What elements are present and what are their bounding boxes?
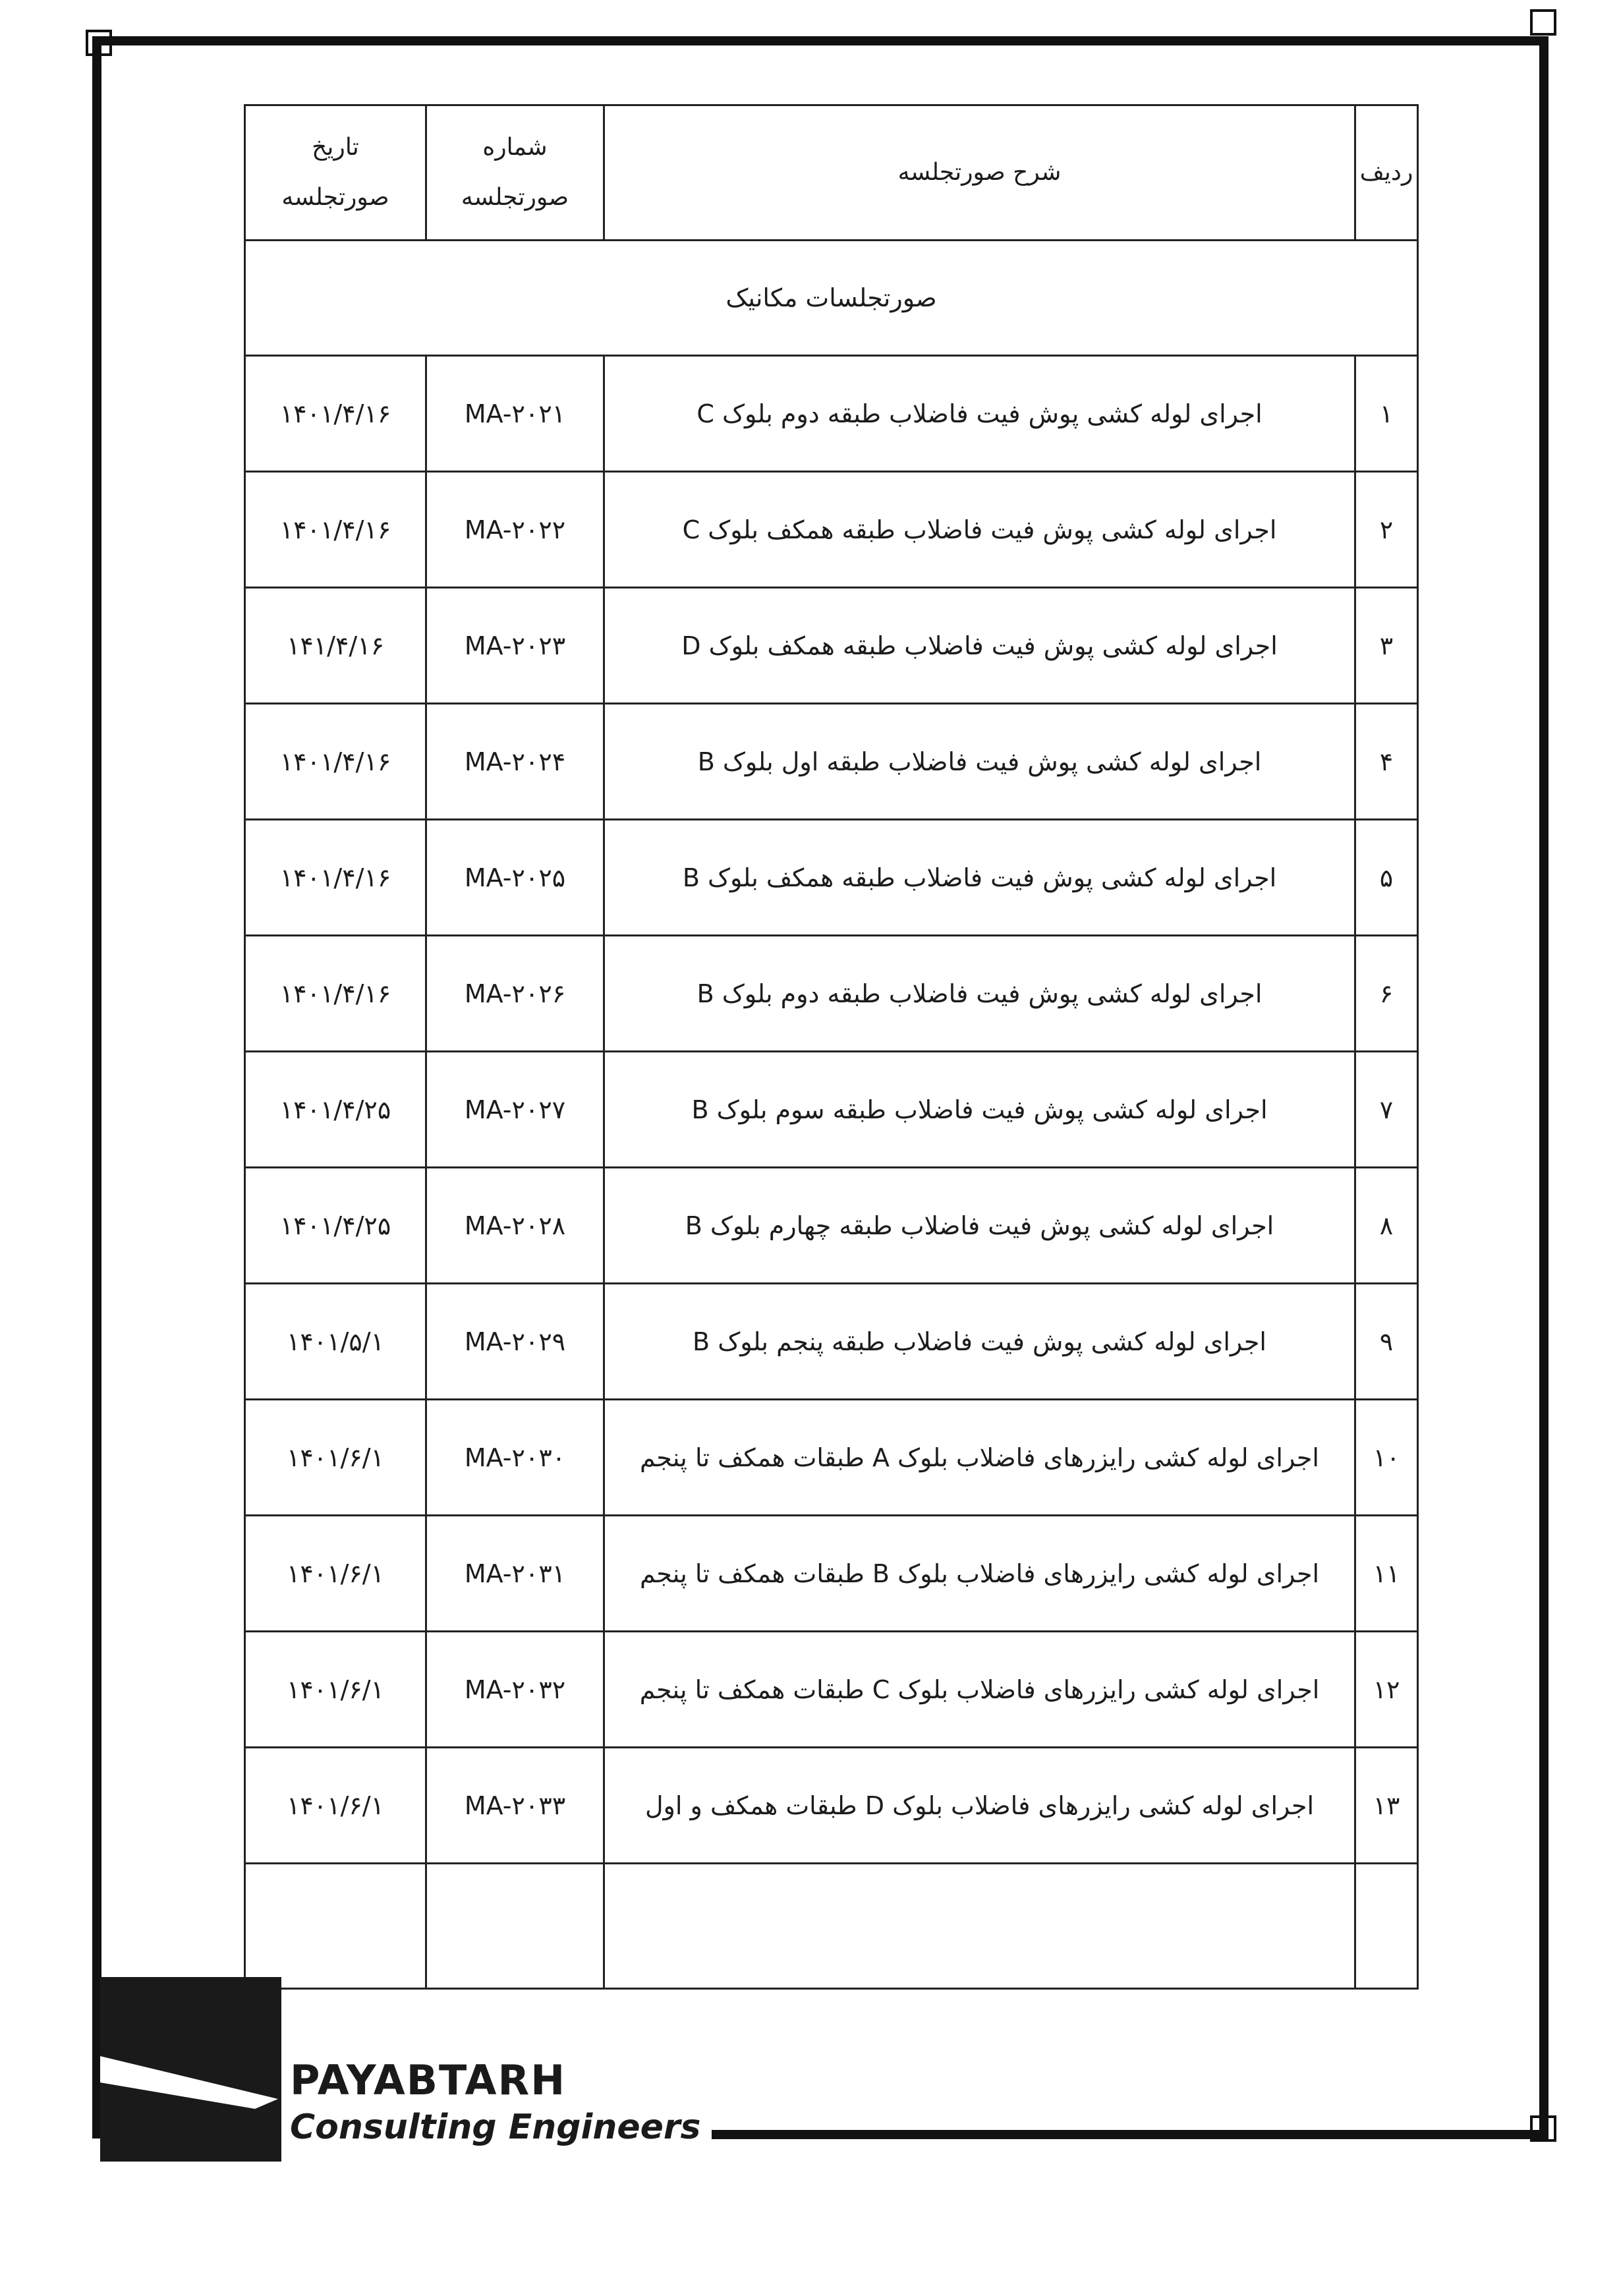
minutes-date-cell: ۱۴۰۱/۴/۲۵ [245, 1168, 426, 1284]
header-description: شرح صورتجلسه [604, 105, 1355, 241]
corner-mark-top-right [1530, 9, 1556, 36]
table-row [245, 1748, 1418, 1864]
minutes-table [244, 104, 1419, 1990]
row-number-cell: ۸ [1355, 1168, 1418, 1284]
row-number-cell: ۵ [1355, 820, 1418, 936]
header-minutes-number-line1: شماره [482, 134, 548, 161]
payabtarh-logo-icon [100, 1977, 281, 2162]
row-number-cell: ۲ [1355, 472, 1418, 588]
minutes-date-cell: ۱۴۱/۴/۱۶ [245, 588, 426, 704]
minutes-date-cell: ۱۴۰۱/۵/۱ [245, 1284, 426, 1400]
description-cell: اجرای لوله کشی رایزرهای فاضلاب بلوک A طبقات همکف تا پنجم [604, 1400, 1355, 1516]
minutes-number-cell: MA-۲۰۳۱ [426, 1516, 604, 1632]
minutes-date-cell: ۱۴۰۱/۴/۲۵ [245, 1052, 426, 1168]
minutes-number-cell: MA-۲۰۲۳ [426, 588, 604, 704]
description-cell: اجرای لوله کشی پوش فیت فاضلاب طبقه پنجم بلوک B [604, 1284, 1355, 1400]
minutes-number-cell: MA-۲۰۳۳ [426, 1748, 604, 1864]
minutes-number-cell: MA-۲۰۳۲ [426, 1632, 604, 1748]
description-cell: اجرای لوله کشی پوش فیت فاضلاب طبقه چهارم بلوک B [604, 1168, 1355, 1284]
table-row [245, 472, 1418, 588]
header-minutes-date-line2: صورتجلسه [281, 184, 389, 211]
table-row [245, 1400, 1418, 1516]
minutes-number-cell: MA-۲۰۲۲ [426, 472, 604, 588]
empty-cell [1355, 1864, 1418, 1989]
header-minutes-date-line1: تاریخ [312, 134, 359, 161]
row-number-cell: ۶ [1355, 936, 1418, 1052]
table-row [245, 704, 1418, 820]
minutes-date-cell: ۱۴۰۱/۴/۱۶ [245, 704, 426, 820]
minutes-date-cell: ۱۴۰۱/۶/۱ [245, 1516, 426, 1632]
corner-mark-top-left [86, 30, 112, 56]
brand-subtitle: Consulting Engineers [290, 2108, 701, 2147]
section-title: صورتجلسات مکانیک [245, 241, 1418, 356]
logo-mark-graphic [100, 1977, 281, 2162]
minutes-date-cell: ۱۴۰۱/۴/۱۶ [245, 936, 426, 1052]
section-row [245, 241, 1418, 356]
row-number-cell: ۹ [1355, 1284, 1418, 1400]
table-row [245, 820, 1418, 936]
description-cell: اجرای لوله کشی پوش فیت فاضلاب طبقه دوم بلوک C [604, 356, 1355, 472]
description-cell: اجرای لوله کشی رایزرهای فاضلاب بلوک B طبقات همکف تا پنجم [604, 1516, 1355, 1632]
row-number-cell: ۷ [1355, 1052, 1418, 1168]
row-number-cell: ۱۰ [1355, 1400, 1418, 1516]
row-number-cell: ۴ [1355, 704, 1418, 820]
minutes-number-cell: MA-۲۰۲۶ [426, 936, 604, 1052]
minutes-number-cell: MA-۲۰۲۹ [426, 1284, 604, 1400]
table-row [245, 1516, 1418, 1632]
description-cell: اجرای لوله کشی پوش فیت فاضلاب طبقه دوم بلوک B [604, 936, 1355, 1052]
empty-cell [426, 1864, 604, 1989]
empty-cell [604, 1864, 1355, 1989]
header-minutes-date [245, 105, 426, 241]
header-minutes-number-line2: صورتجلسه [461, 184, 569, 211]
table-row [245, 1168, 1418, 1284]
minutes-date-cell: ۱۴۰۱/۶/۱ [245, 1748, 426, 1864]
minutes-date-cell: ۱۴۰۱/۴/۱۶ [245, 820, 426, 936]
minutes-number-cell: MA-۲۰۲۸ [426, 1168, 604, 1284]
minutes-date-cell: ۱۴۰۱/۶/۱ [245, 1400, 426, 1516]
row-number-cell: ۱۱ [1355, 1516, 1418, 1632]
row-number-cell: ۱ [1355, 356, 1418, 472]
description-cell: اجرای لوله کشی پوش فیت فاضلاب طبقه همکف بلوک B [604, 820, 1355, 936]
minutes-number-cell: MA-۲۰۲۵ [426, 820, 604, 936]
empty-row [245, 1864, 1418, 1989]
minutes-date-cell: ۱۴۰۱/۴/۱۶ [245, 472, 426, 588]
table-row [245, 1632, 1418, 1748]
description-cell: اجرای لوله کشی پوش فیت فاضلاب طبقه همکف بلوک C [604, 472, 1355, 588]
row-number-cell: ۳ [1355, 588, 1418, 704]
brand-name: PAYABTARH [290, 2056, 567, 2104]
table-row [245, 1284, 1418, 1400]
minutes-date-cell: ۱۴۰۱/۴/۱۶ [245, 356, 426, 472]
minutes-date-cell: ۱۴۰۱/۶/۱ [245, 1632, 426, 1748]
table-row [245, 356, 1418, 472]
description-cell: اجرای لوله کشی پوش فیت فاضلاب طبقه سوم بلوک B [604, 1052, 1355, 1168]
table-row [245, 936, 1418, 1052]
frame-bottom-line [712, 2130, 1548, 2139]
description-cell: اجرای لوله کشی رایزرهای فاضلاب بلوک D طبقات همکف و اول [604, 1748, 1355, 1864]
header-row-number: ردیف [1355, 105, 1418, 241]
table-header-row [245, 105, 1418, 241]
minutes-number-cell: MA-۲۰۳۰ [426, 1400, 604, 1516]
minutes-number-cell: MA-۲۰۲۱ [426, 356, 604, 472]
table-row [245, 588, 1418, 704]
description-cell: اجرای لوله کشی رایزرهای فاضلاب بلوک C طبقات همکف تا پنجم [604, 1632, 1355, 1748]
minutes-number-cell: MA-۲۰۲۷ [426, 1052, 604, 1168]
minutes-number-cell: MA-۲۰۲۴ [426, 704, 604, 820]
row-number-cell: ۱۲ [1355, 1632, 1418, 1748]
description-cell: اجرای لوله کشی پوش فیت فاضلاب طبقه همکف بلوک D [604, 588, 1355, 704]
table-row [245, 1052, 1418, 1168]
empty-cell [245, 1864, 426, 1989]
corner-mark-bottom-right [1530, 2115, 1556, 2142]
row-number-cell: ۱۳ [1355, 1748, 1418, 1864]
description-cell: اجرای لوله کشی پوش فیت فاضلاب طبقه اول بلوک B [604, 704, 1355, 820]
header-minutes-number [426, 105, 604, 241]
